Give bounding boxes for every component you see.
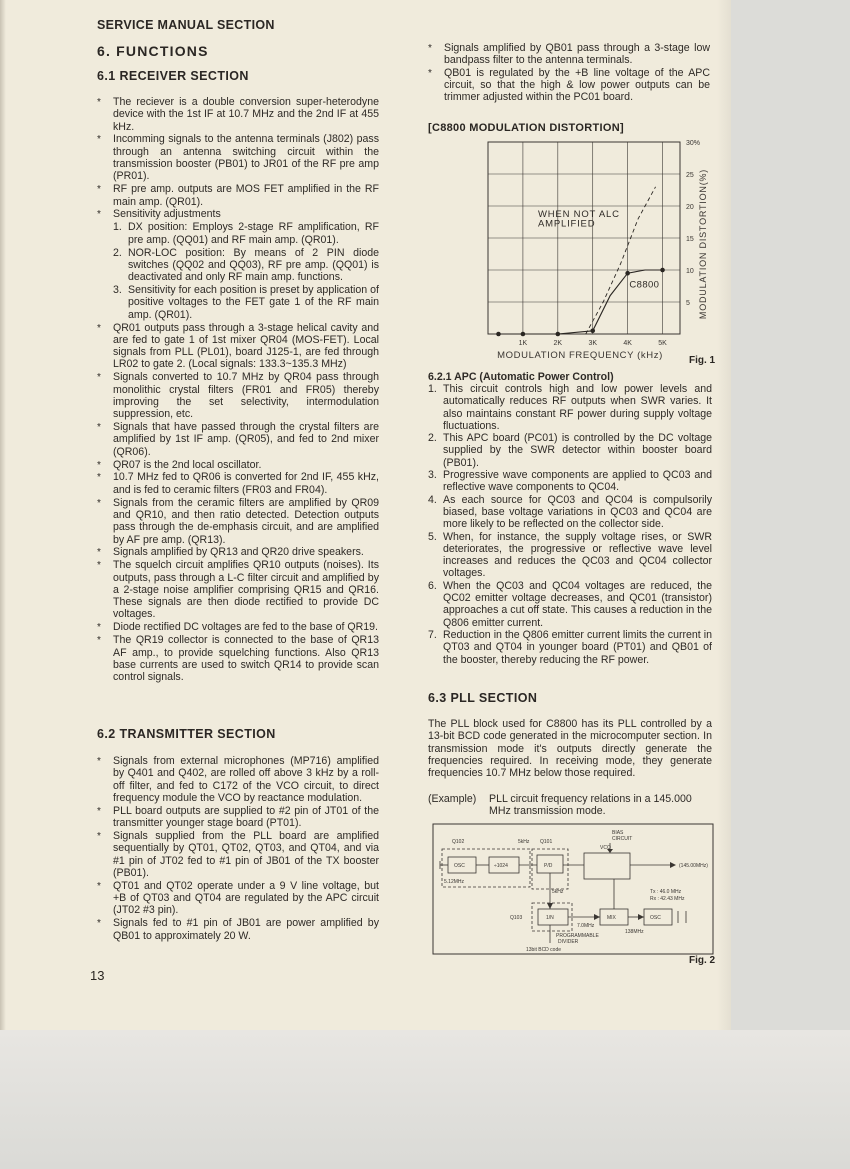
list-item-text: QR07 is the 2nd local oscillator.	[113, 458, 262, 471]
diagram-label-bcd: 13bit BCD code	[526, 947, 562, 953]
pll-section-title: 6.3 PLL SECTION	[428, 691, 538, 705]
list-item	[97, 247, 379, 284]
list-item	[428, 469, 712, 494]
list-item	[97, 471, 379, 496]
list-item-text: QR01 outputs pass through a 3-stage helical cavity and are fed to gate 1 of 1st mixer QR04 (MOS-FET). Local signals from PLL (PL01), board J125-1, are fed through LR02 to gate 2. (Local signals: 133.3~135.3 MHz)	[113, 321, 379, 371]
diagram-label-q102: Q102	[452, 839, 465, 845]
diagram-label-mix: MIX	[607, 915, 616, 921]
fig2-label: Fig. 2	[689, 955, 716, 966]
annotation-when-not-alc: WHEN NOT ALC	[538, 208, 620, 220]
apc-body	[428, 383, 712, 666]
list-item-text: When, for instance, the supply voltage rises, or SWR deteriorates, the progressive or reflective wave level increases and reduces the QC03 and QC04 collector voltages.	[443, 530, 712, 580]
list-item	[97, 805, 379, 830]
list-item-text: Progressive wave components are applied to QC03 and reflective wave components to QC04.	[443, 469, 712, 494]
diagram-label-bias: BIAS	[612, 830, 624, 836]
pll-block-diagram	[432, 823, 714, 955]
data-point	[590, 329, 595, 334]
x-tick-label: 1K	[518, 340, 528, 347]
list-item	[97, 183, 379, 208]
list-item-text: Sensitivity for each position is preset by application of positive voltages to the FET gate 1 of the RF main amp. (QR01).	[128, 284, 379, 321]
diagram-label-q103: Q103	[510, 915, 523, 921]
page-header: SERVICE MANUAL SECTION	[97, 18, 275, 32]
data-point	[660, 268, 665, 273]
scanner-background	[0, 1030, 850, 1169]
item-number: 7.	[428, 628, 437, 641]
list-item	[97, 322, 379, 371]
list-item-text: Signals amplified by QR13 and QR20 drive speakers.	[113, 546, 364, 559]
list-item	[97, 621, 379, 633]
x-tick-label: 5K	[658, 340, 667, 347]
diagram-label-pd: P/D	[544, 863, 553, 869]
transmitter-section-body	[97, 755, 379, 942]
example-text: PLL circuit frequency relations in a 145.000 MHz transmission mode.	[489, 793, 692, 818]
item-number: 3.	[428, 469, 437, 482]
list-item-text: QB01 is regulated by the +B line voltage of the APC circuit, so that the high & low power outputs can be trimmer adjusted within the PC01 board.	[444, 66, 710, 104]
x-tick-label: 3K	[588, 340, 598, 347]
list-item-text: Signals converted to 10.7 MHz by QR04 pass through monolithic crystal filters (FR01 and FR05) thereby improving the set selectivity, intermodulation suppression, etc.	[113, 371, 379, 421]
diagram-label-div-n: 1/N	[546, 915, 554, 921]
list-item	[97, 371, 379, 420]
list-item	[428, 629, 712, 666]
receiver-section-body	[97, 96, 379, 683]
list-item	[97, 284, 379, 321]
list-item	[97, 917, 379, 942]
list-item-text: The squelch circuit amplifies QR10 outputs (noises). Its outputs, pass through a L-C filter circuit and amplified by a 2-stage noise amplifier comprising QR15 and QR16. These signals are then diode rectified to provide DC voltages.	[113, 559, 379, 621]
diagram-label-5khz-top: 5kHz	[518, 839, 530, 845]
y-tick-label: 10	[686, 268, 694, 275]
list-item	[428, 531, 712, 580]
annotation-c8800: C8800	[629, 279, 660, 291]
list-item-text: Incomming signals to the antenna terminals (J802) pass through an antenna switching circuit within the transmission booster (PB01) to JR01 of the RF pre amp (PR01).	[113, 133, 379, 183]
diagram-label-osc-right: OSC	[650, 915, 661, 921]
item-number: 2.	[428, 432, 437, 445]
data-point	[556, 332, 561, 337]
pll-body: The PLL block used for C8800 has its PLL controlled by a 13-bit BCD code generated in the microcomputer section. In transmission mode it's outputs directly generate the frequencies required. In receiving mode, they generate frequencies 10.7 MHz below those required.	[428, 718, 712, 780]
item-number: 1.	[428, 383, 437, 395]
y-tick-label: 25	[686, 172, 694, 179]
list-item-text: 10.7 MHz fed to QR06 is converted for 2nd IF, 455 kHz, and is fed to ceramic filters (FR03 and FR04).	[113, 471, 379, 496]
list-item-text: Signals from external microphones (MP716) amplified by Q401 and Q402, are rolled off above 3 kHz by a roll-off filter, and fed to C172 of the VCO circuit, to direct frequency module the VCO by reactance modulation.	[113, 755, 379, 804]
list-item	[97, 459, 379, 471]
list-item	[97, 559, 379, 620]
list-item	[97, 634, 379, 683]
y-tick-label: 15	[686, 236, 694, 243]
list-item-text: NOR-LOC position: By means of 2 PIN diode switches (QQ02 and QQ03), RF pre amp. (QQ01) is deactivated and only RF main amp. functions.	[128, 246, 379, 284]
diagram-label-tx: Tx : 46.0 MHz	[650, 889, 682, 895]
list-item-text: Signals from the ceramic filters are amplified by QR09 and QR10, and then ratio detected. Detection outputs pass through the de-emphasis circuit, and are amplified by AF pre amp. (QR13).	[113, 496, 379, 546]
y-axis-label: MODULATION DISTORTION(%)	[698, 168, 708, 320]
list-item-text: Signals supplied from the PLL board are amplified sequentially by QT01, QT02, QT03, and QT04, and via #1 pin of JT02 fed to #1 pin of JB01 of the TX booster (PB01).	[113, 829, 379, 879]
list-item-text: When the QC03 and QC04 voltages are reduced, the QC02 emitter voltage decreases, and QC01 (transistor) approaches a cut off state. This causes a reduction in the Q806 emitter current.	[443, 579, 712, 629]
diagram-label-rx: Rx : 42.43 MHz	[650, 896, 685, 902]
item-number: 5.	[428, 530, 437, 543]
list-item	[428, 383, 712, 432]
list-item-text: QT01 and QT02 operate under a 9 V line voltage, but +B of QT03 and QT04 are regulated by the APC circuit (JT02 #3 pin).	[113, 879, 379, 917]
item-number: 6.	[428, 579, 437, 592]
list-item	[428, 494, 712, 531]
diagram-label-138mhz: 138MHz	[625, 929, 644, 935]
list-item	[97, 421, 379, 458]
list-item-text: Diode rectified DC voltages are fed to the base of QR19.	[113, 621, 378, 634]
list-item-text: RF pre amp. outputs are MOS FET amplified in the RF main amp. (QR01).	[113, 183, 379, 208]
list-item	[97, 497, 379, 546]
section-title: 6. FUNCTIONS	[97, 43, 209, 59]
example-label: (Example)	[428, 793, 477, 805]
list-item	[428, 42, 710, 67]
list-item-text: DX position: Employs 2-stage RF amplification, RF pre amp. (QQ01) and RF main amp. (QR01).	[128, 221, 379, 246]
list-item-text: The QR19 collector is connected to the base of QR13 AF amp., to provide squelching functions. Also QR13 base currents are used to switch QR14 to provide scan control signals.	[113, 634, 379, 684]
list-item-text: Signals amplified by QB01 pass through a 3-stage low bandpass filter to the antenna terminals.	[444, 42, 710, 67]
list-item	[97, 133, 379, 182]
y-tick-label: 20	[686, 204, 694, 211]
list-item	[97, 96, 379, 133]
list-item-text: PLL board outputs are supplied to #2 pin of JT01 of the transmitter younger stage board (PT01).	[113, 804, 379, 830]
data-point	[496, 332, 501, 337]
list-item-text: Sensitivity adjustments	[113, 208, 221, 221]
item-number: 4.	[428, 493, 437, 506]
list-item-text: Reduction in the Q806 emitter current limits the current in QT03 and QT04 in younger board (PT01) and QB01 of the booster, thereby reducing the RF power.	[443, 628, 712, 666]
annotation-amplified: AMPLIFIED	[538, 218, 596, 230]
page-edge-shadow	[0, 0, 6, 1030]
data-point	[521, 332, 526, 337]
x-axis-label: MODULATION FREQUENCY (kHz)	[497, 350, 663, 361]
list-item	[428, 432, 712, 469]
apc-title: 6.2.1 APC (Automatic Power Control)	[428, 371, 614, 383]
diagram-label-5khz-mid: 5kHz	[552, 889, 564, 895]
list-item	[97, 830, 379, 879]
diagram-label-q101: Q101	[540, 839, 553, 845]
diagram-label-7mhz: 7.0MHz	[577, 923, 595, 929]
diagram-label-programmable: PROGRAMMABLE	[556, 933, 599, 939]
list-item-text: The reciever is a double conversion super-heterodyne device with the 1st IF at 10.7 MHz and the 2nd IF at 455 kHz.	[113, 96, 379, 133]
receiver-section-title: 6.1 RECEIVER SECTION	[97, 69, 249, 83]
sub-item-number: 1.	[113, 221, 122, 234]
diagram-label-vco: VCO	[600, 845, 611, 851]
diagram-label-osc-left: OSC	[454, 863, 465, 869]
x-tick-label: 4K	[623, 340, 632, 347]
page-number: 13	[90, 968, 105, 983]
sub-item-number: 3.	[113, 284, 122, 297]
diagram-label-divider: DIVIDER	[558, 939, 579, 945]
list-item-text: As each source for QC03 and QC04 is compulsorily biased, base voltage variations in QC03 and QC04 are more likely to be reflected on the collector side.	[443, 493, 712, 531]
list-item	[97, 755, 379, 804]
diagram-label-circuit: CIRCUIT	[612, 836, 633, 842]
list-item	[97, 221, 379, 246]
list-item	[97, 546, 379, 558]
list-item	[97, 880, 379, 917]
x-tick-label: 2K	[553, 340, 563, 347]
sub-item-number: 2.	[113, 246, 122, 259]
list-item-text: Signals fed to #1 pin of JB01 are power amplified by QB01 to approximately 20 W.	[113, 917, 379, 942]
diagram-label-div: ÷1024	[494, 863, 508, 869]
list-item-text: This APC board (PC01) is controlled by the DC voltage supplied by the SWR detector within booster board (PB01).	[443, 432, 712, 469]
list-item	[428, 67, 710, 104]
transmitter-section-title: 6.2 TRANSMITTER SECTION	[97, 727, 276, 741]
diagram-label-output: (145.00MHz)	[679, 863, 708, 869]
y-tick-label: 30%	[686, 140, 701, 147]
data-point	[625, 271, 630, 276]
list-item	[97, 208, 379, 220]
booster-notes	[428, 42, 710, 103]
y-tick-label: 5	[686, 300, 690, 307]
list-item-text: This circuit controls high and low power levels and automatically reduces RF outputs when SWR varies. It also maintains constant RF power during supply voltage fluctuations.	[443, 383, 712, 432]
modulation-distortion-chart	[478, 132, 714, 364]
list-item-text: Signals that have passed through the crystal filters are amplified by 1st IF amp. (QR05), and fed to 2nd mixer (QR06).	[113, 421, 379, 458]
chart-title: [C8800 MODULATION DISTORTION]	[428, 122, 624, 134]
fig1-label: Fig. 1	[689, 355, 716, 366]
diagram-label-xtal: 5.12MHz	[444, 879, 465, 885]
list-item	[428, 580, 712, 629]
